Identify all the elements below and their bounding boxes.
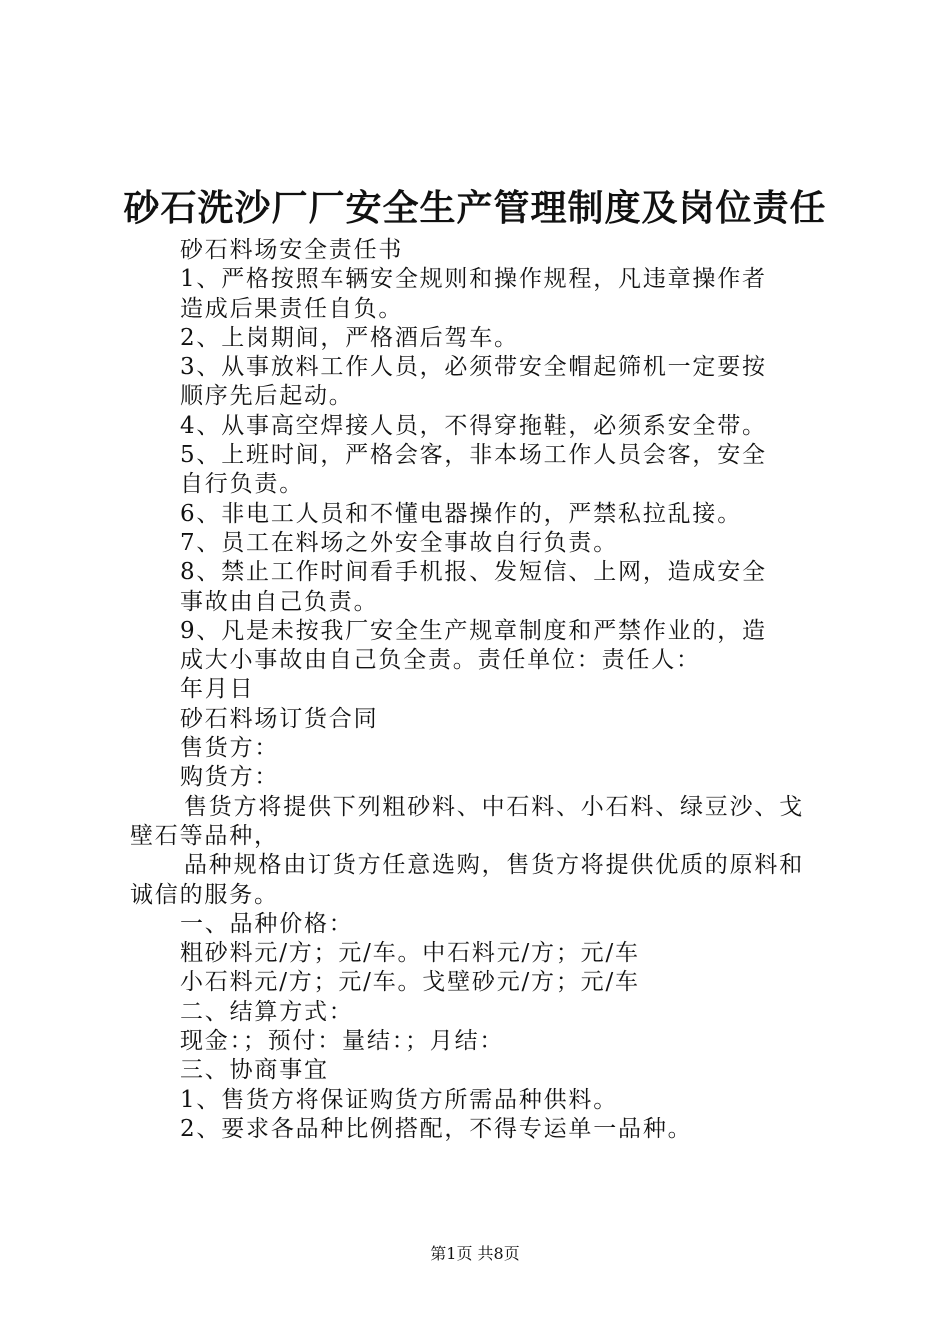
text-line: 售货方： (180, 735, 280, 762)
text-line: 8、禁止工作时间看手机报、发短信、上网，造成安全 (180, 559, 767, 586)
text-line: 5、上班时间，严格会客，非本场工作人员会客，安全 (180, 442, 767, 469)
text-line: 自行负责。 (180, 471, 304, 498)
text-line: 事故由自己负责。 (180, 588, 379, 615)
text-line: 售货方将提供下列粗砂料、中石料、小石料、绿豆沙、戈 (184, 793, 804, 820)
text-line: 成大小事故由自己负全责。责任单位：责任人： (180, 647, 701, 674)
page-footer: 第1页 共8页 (430, 1244, 520, 1263)
text-line: 9、凡是未按我厂安全生产规章制度和严禁作业的，造 (180, 617, 767, 644)
text-line: 小石料元/方；元/车。戈壁砂元/方；元/车 (180, 969, 640, 996)
text-line: 现金：；预付：量结：；月结： (180, 1028, 505, 1055)
text-line: 年月日 (180, 676, 255, 703)
text-line: 二、结算方式： (180, 998, 354, 1025)
text-line: 2、要求各品种比例搭配，不得专运单一品种。 (180, 1115, 693, 1142)
text-line: 一、品种价格： (180, 910, 354, 937)
text-line: 4、从事高空焊接人员，不得穿拖鞋，必须系安全带。 (180, 412, 767, 439)
text-line: 造成后果责任自负。 (180, 295, 404, 322)
text-line: 1、售货方将保证购货方所需品种供料。 (180, 1086, 619, 1113)
text-line: 品种规格由订货方任意选购，售货方将提供优质的原料和 (184, 852, 804, 879)
text-line: 三、协商事宜 (180, 1057, 329, 1084)
text-line: 7、员工在料场之外安全事故自行负责。 (180, 529, 619, 556)
document-title: 砂石洗沙厂厂安全生产管理制度及岗位责任 (123, 187, 827, 229)
text-line: 购货方： (180, 764, 280, 791)
text-line: 顺序先后起动。 (180, 383, 354, 410)
text-line: 2、上岗期间，严格酒后驾车。 (180, 324, 519, 351)
text-line: 1、严格按照车辆安全规则和操作规程，凡违章操作者 (180, 266, 767, 293)
text-line: 壁石等品种， (130, 822, 279, 849)
text-line: 粗砂料元/方；元/车。中石料元/方；元/车 (180, 940, 640, 967)
text-line: 3、从事放料工作人员，必须带安全帽起筛机一定要按 (180, 354, 767, 381)
text-line: 6、非电工人员和不懂电器操作的，严禁私拉乱接。 (180, 500, 743, 527)
document-body (130, 236, 850, 1144)
text-line: 诚信的服务。 (130, 881, 279, 908)
text-line: 砂石料场订货合同 (180, 705, 379, 732)
text-line: 砂石料场安全责任书 (180, 237, 404, 263)
